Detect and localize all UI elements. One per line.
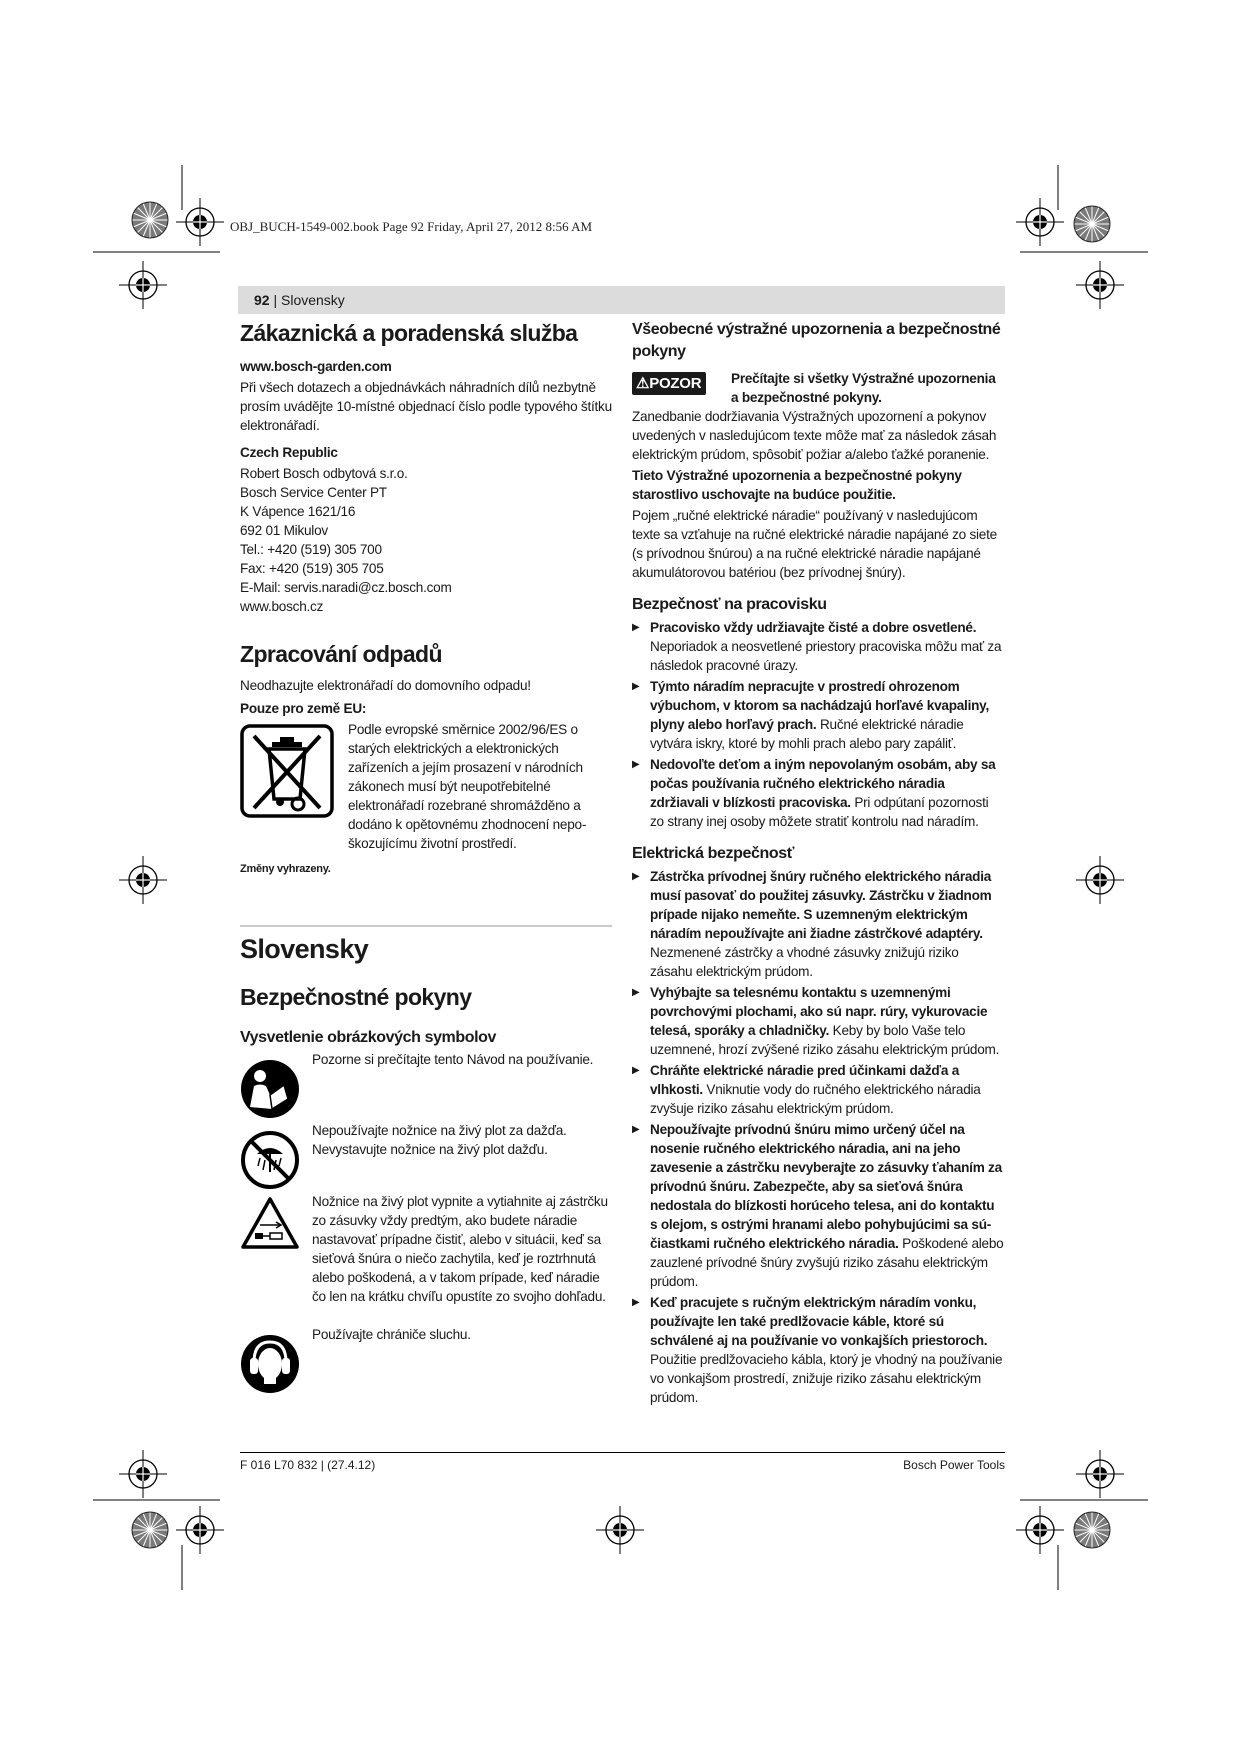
print-meta: OBJ_BUCH-1549-002.book Page 92 Friday, April 27, 2012 8:56 AM	[230, 219, 593, 234]
electrical-title: Elektrická bezpečnosť	[632, 845, 795, 862]
warning-badge: ⚠POZOR	[632, 372, 706, 395]
symbol-unplug-text: Nožnice na živý plot vypnite a vytiahnite aj zástrčku zo zásuvky vždy predtým, ako budete náradie nastavovať prípadne čistiť, alebo v situácii, keď sa sieťová šnúra o niečo zachytila, keď je roztrhnutá alebo poškodená, a v takom prípade, keď náradie čo len na krátku chvíľu opustíte zo svojho dohľadu.	[312, 1194, 608, 1304]
warning-bold-text: Prečítajte si všetky Výstražné upozornenia a bezpečnostné pokyny.	[731, 371, 996, 405]
unplug-warning-icon	[240, 1195, 300, 1251]
warning-triangle-icon: ⚠	[636, 375, 650, 392]
disposal-directive-text: Podle evropské směrnice 2002/96/ES o starých elektrických a elektronických zařízeních a jejím prosazení v národních zákonech musí být neupotřebitelné elektronářadí rozebrané shromážděno a dodáno k opětovnému zhodnocení nepo-škozujícímu životní prostředí.	[348, 722, 587, 851]
right-column	[632, 319, 1004, 1407]
list-item: ▶ Zástrčka prívodnej šnúry ručného elektrického náradia musí pasovať do použitej zásuvky. Zástrčku v žiadnom prípade nijako nemeňte. S uzemneným elektrickým náradím nepoužívajte ani žiadne zástrčkové adaptéry. Nezmenené zástrčky a vhodné zásuvky znižujú riziko zásahu elektrickým prúdom.	[632, 867, 1004, 981]
workplace-list	[632, 618, 1004, 831]
symbols-title: Vysvetlenie obrázkových symbolov	[240, 1029, 497, 1046]
read-manual-icon	[240, 1059, 300, 1119]
symbol-no-rain-text: Nepoužívajte nožnice na živý plot za dažďa. Nevystavujte nožnice na živý plot dažďu.	[312, 1123, 567, 1157]
list-item: ▶ Týmto náradím nepracujte v prostredí ohrozenom výbuchom, v ktorom sa nachádzajú horľavé kvapaliny, plyny alebo horľavý prach. Ručné elektrické náradie vytvára iskry, ktoré by mohli prach alebo pary zapáliť.	[632, 677, 1004, 753]
service-intro: Při všech dotazech a objednávkách náhradních dílů nezbytně prosím uvádějte 10-místné objednací číslo podle typového štítku elektronářadí.	[240, 380, 612, 433]
footer-right: Bosch Power Tools	[903, 1458, 1005, 1472]
footer-left: F 016 L70 832 | (27.4.12)	[240, 1458, 376, 1472]
hearing-protection-icon	[240, 1334, 300, 1394]
disposal-title: Zpracování odpadů	[240, 641, 442, 667]
symbol-hearing-text: Používajte chrániče sluchu.	[312, 1327, 471, 1342]
workplace-title: Bezpečnosť na pracovisku	[632, 596, 827, 613]
list-item: ▶ Nepoužívajte prívodnú šnúru mimo určený účel na nosenie ručného elektrického náradia, ani na jeho zavesenie a zástrčku nevyberajte zo zásuvky ťahaním za prívodnú šnúru. Zabezpečte, aby sa sieťová šnúra nedostala do blízkosti horúceho telesa, ani do kontaktu s olejom, s ostrými hranami alebo pohybujúcimi sa sú-čiastkami ručného elektrického náradia. Poškodené alebo zauzlené prívodné šnúry zvyšujú riziko zásahu elektrickým prúdom.	[632, 1120, 1004, 1291]
symbol-read-manual-text: Pozorne si prečítajte tento Návod na používanie.	[312, 1052, 594, 1067]
no-rain-icon	[240, 1130, 300, 1190]
left-column	[240, 319, 612, 1389]
disposal-eu-only: Pouze pro země EU:	[240, 701, 367, 716]
disposal-text: Neodhazujte elektronářadí do domovního odpadu!	[240, 678, 531, 693]
term-definition: Pojem „ručné elektrické náradie“ používaný v nasledujúcom texte sa vzťahuje na ručné elektrické náradie napájané zo siete (s prívodnou šnúrou) a na ručné elektrické náradie napájané akumulátorovou batériou (bez prívodnej šnúry).	[632, 508, 997, 580]
list-item: ▶ Keď pracujete s ručným elektrickým náradím vonku, používajte len také predlžovacie káble, ktoré sú schválené aj na používanie vo vonkajších priestoroch. Použitie predlžovacieho kábla, ktorý je vhodný na používanie vo vonkajšom prostredí, znižuje riziko zásahu elektrickým prúdom.	[632, 1293, 1004, 1407]
language-title: Slovensky	[240, 934, 369, 964]
general-warnings-title: Všeobecné výstražné upozornenia a bezpečnostné pokyny	[632, 321, 1001, 360]
list-item: ▶ Chráňte elektrické náradie pred účinkami dažďa a vlhkosti. Vniknutie vody do ručného elektrického náradia zvyšuje riziko zásahu elektrickým prúdom.	[632, 1061, 1004, 1118]
list-item: ▶ Pracovisko vždy udržiavajte čisté a dobre osvetlené. Neporiadok a neosvetlené priestory pracoviska môžu mať za následok pracovné úrazy.	[632, 618, 1004, 675]
section-divider	[240, 925, 612, 927]
list-item: ▶ Nedovoľte deťom a iným nepovolaným osobám, aby sa počas používania ručného elektrického náradia zdržiavali v blízkosti pracoviska. Pri odpútaní pozornosti zo strany inej osoby môžete stratiť kontrolu nad náradím.	[632, 755, 1004, 831]
footer-rule	[240, 1452, 1005, 1453]
service-address: Robert Bosch odbytová s.r.o. Bosch Service Center PT K Vápence 1621/16 692 01 Mikulov Tel.: +420 (519) 305 700 Fax: +420 (519) 305 705 E-Mail: servis.naradi@cz.bosch.com www.bosch.cz	[240, 466, 452, 614]
electrical-list	[632, 867, 1004, 1407]
keep-instructions: Tieto Výstražné upozornenia a bezpečnostné pokyny starostlivo uschovajte na budúce použitie.	[632, 468, 962, 502]
page-number: 92	[254, 292, 270, 308]
page-header: 92 | Slovensky	[238, 286, 1005, 314]
service-title: Zákaznická a poradenská služba	[240, 320, 578, 346]
list-item: ▶ Vyhýbajte sa telesnému kontaktu s uzemnenými povrchovými plochami, ako sú napr. rúry, vykurovacie telesá, sporáky a chladničky. Keby by bolo Vaše telo uzemnené, hrozí zvýšené riziko zásahu elektrickým prúdom.	[632, 983, 1004, 1059]
service-country: Czech Republic	[240, 445, 338, 460]
safety-title: Bezpečnostné pokyny	[240, 984, 472, 1010]
header-language: Slovensky	[281, 292, 345, 308]
crossed-bin-icon	[240, 724, 334, 818]
warning-text: Zanedbanie dodržiavania Výstražných upozornení a pokynov uvedených v nasledujúcom texte môže mať za následok zásah elektrickým prúdom, spôsobiť požiar a/alebo ťažké poranenie.	[632, 409, 997, 462]
service-website: www.bosch-garden.com	[240, 359, 392, 374]
changes-reserved: Změny vyhrazeny.	[240, 863, 331, 875]
